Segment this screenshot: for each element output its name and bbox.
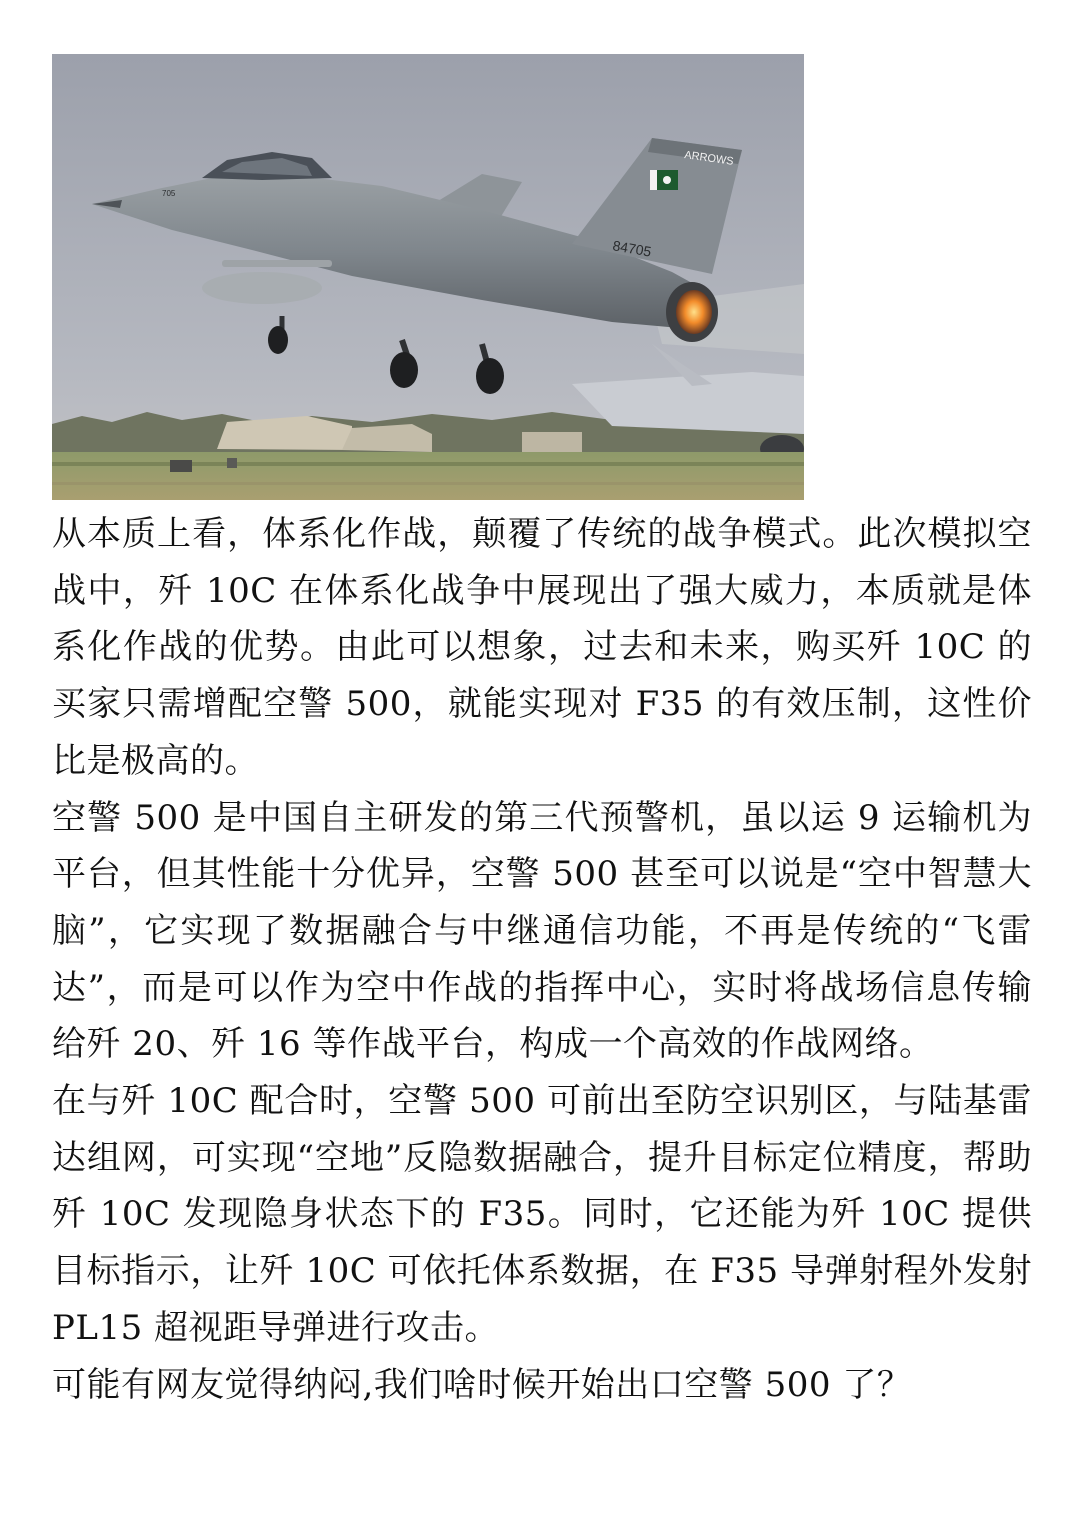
article-body — [52, 506, 1032, 1413]
paragraph-3: 在与歼 10C 配合时，空警 500 可前出至防空识别区，与陆基雷达组网，可实现“空地”反隐数据融合，提升目标定位精度，帮助歼 10C 发现隐身状态下的 F35。同时，它还能为歼 10C 提供目标指示，让歼 10C 可依托体系数据，在 F35 导弹射程外发射 PL15 超视距导弹进行攻击。 — [52, 1081, 1032, 1348]
nose-number: 705 — [162, 189, 176, 198]
paragraph-1: 从本质上看，体系化作战，颠覆了传统的战争模式。此次模拟空战中，歼 10C 在体系化战争中展现出了强大威力，本质就是体系化作战的优势。由此可以想象，过去和未来，购买歼 10C 的买家只需增配空警 500，就能实现对 F35 的有效压制，这性价比是极高的。 — [52, 514, 1032, 781]
tail-text: ARROWS — [683, 149, 735, 168]
paragraph-4: 可能有网友觉得纳闷,我们啥时候开始出口空警 500 了？ — [52, 1364, 912, 1405]
paragraph-2: 空警 500 是中国自主研发的第三代预警机，虽以运 9 运输机为平台，但其性能十分优异，空警 500 甚至可以说是“空中智慧大脑”，它实现了数据融合与中继通信功能，不再是传统的“飞雷达”，而是可以作为空中作战的指挥中心，实时将战场信息传输给歼 20、歼 16 等作战平台，构成一个高效的作战网络。 — [52, 797, 1032, 1065]
fighter-jet-photo — [52, 54, 804, 500]
serial-number: 84705 — [611, 237, 653, 260]
